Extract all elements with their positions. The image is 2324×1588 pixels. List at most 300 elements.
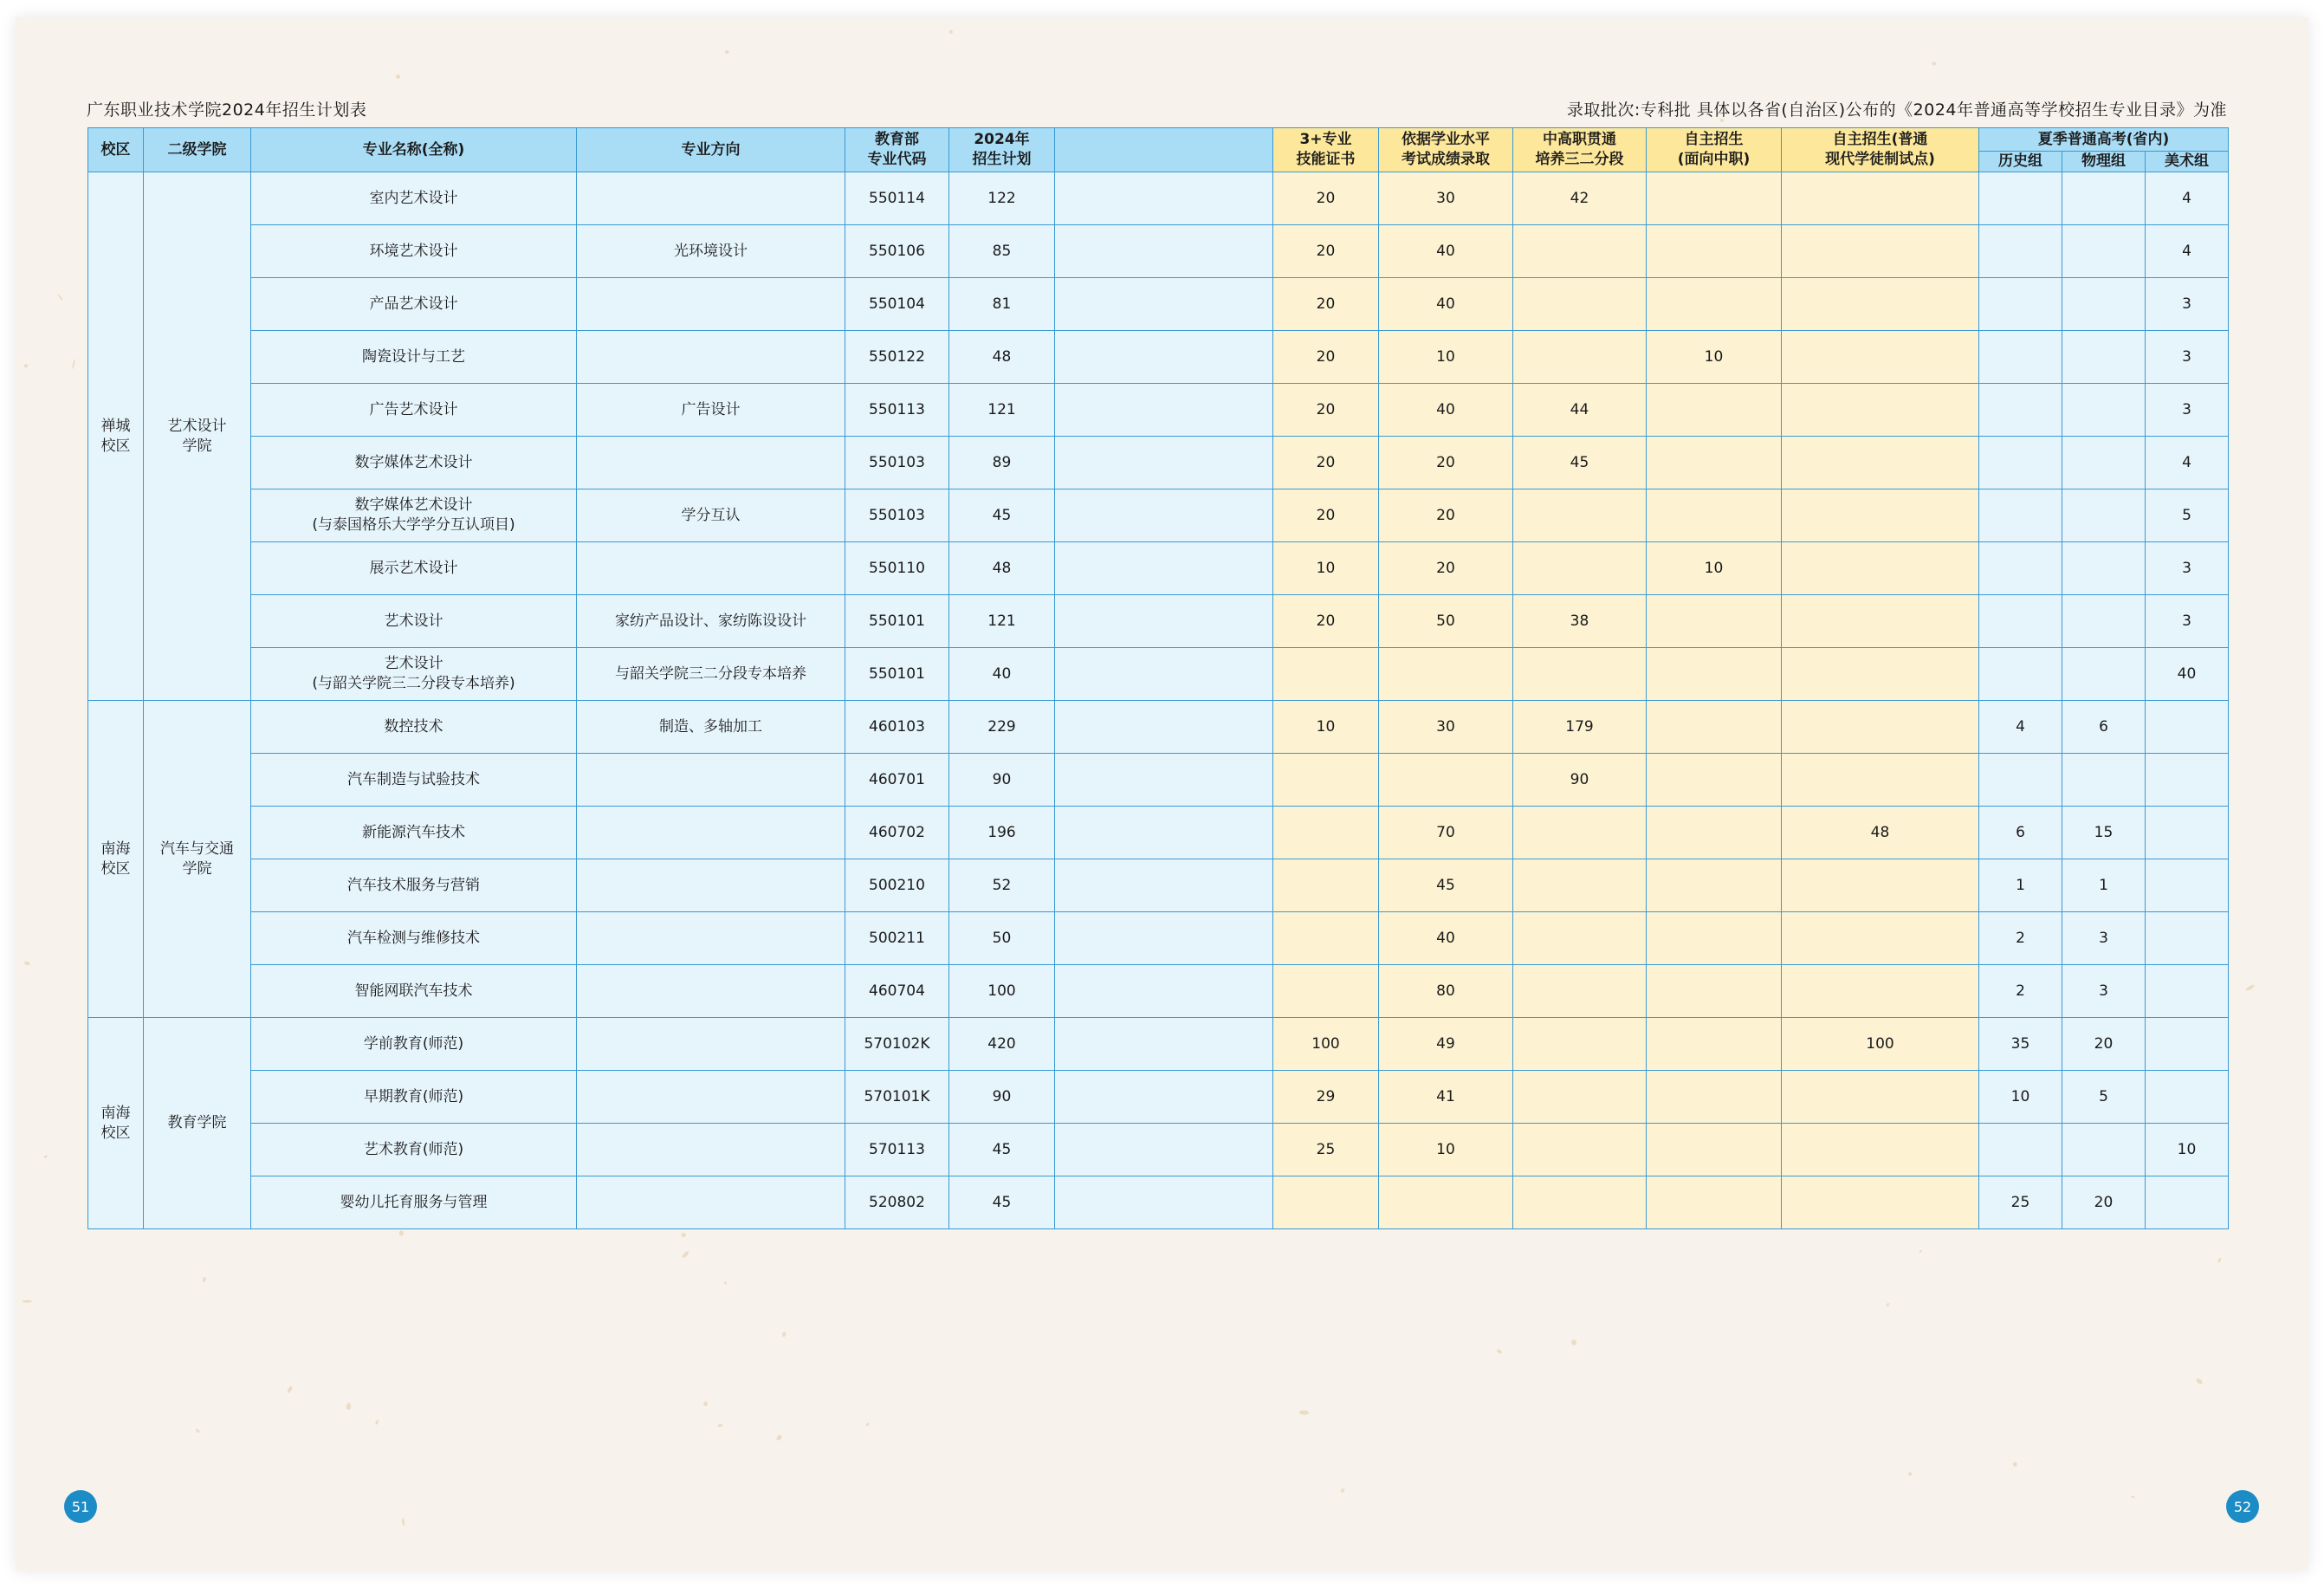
self-secondary-cell — [1647, 912, 1782, 965]
self-secondary-cell — [1647, 172, 1782, 225]
three-two-cell — [1513, 648, 1647, 701]
col-header-self-modern: 自主招生(普通 现代学徒制试点) — [1782, 128, 1979, 172]
table-row — [88, 1124, 2229, 1176]
major-cell: 环境艺术设计 — [251, 225, 577, 278]
three-two-cell — [1513, 225, 1647, 278]
history-cell — [1979, 542, 2062, 595]
three-two-cell — [1513, 542, 1647, 595]
self-modern-cell — [1782, 1071, 1979, 1124]
table-title: 广东职业技术学院2024年招生计划表 — [87, 100, 367, 120]
plan-cell: 85 — [949, 225, 1055, 278]
academic-cell: 20 — [1379, 489, 1513, 542]
major-cell: 室内艺术设计 — [251, 172, 577, 225]
plan-cell: 81 — [949, 278, 1055, 331]
self-secondary-cell — [1647, 859, 1782, 912]
direction-cell — [577, 172, 845, 225]
self-modern-cell — [1782, 384, 1979, 437]
major-cell: 汽车检测与维修技术 — [251, 912, 577, 965]
skill-cert-cell — [1273, 1176, 1379, 1229]
self-secondary-cell — [1647, 437, 1782, 489]
table-row — [88, 384, 2229, 437]
self-modern-cell — [1782, 1124, 1979, 1176]
table-row — [88, 489, 2229, 542]
three-two-cell — [1513, 1176, 1647, 1229]
self-secondary-cell — [1647, 384, 1782, 437]
code-cell: 550101 — [845, 595, 949, 648]
history-cell: 6 — [1979, 807, 2062, 859]
self-modern-cell — [1782, 542, 1979, 595]
self-modern-cell — [1782, 965, 1979, 1018]
self-modern-cell — [1782, 489, 1979, 542]
self-secondary-cell — [1647, 1124, 1782, 1176]
code-cell: 460704 — [845, 965, 949, 1018]
three-two-cell: 42 — [1513, 172, 1647, 225]
academic-cell — [1379, 1176, 1513, 1229]
major-cell: 婴幼儿托育服务与管理 — [251, 1176, 577, 1229]
major-cell: 数控技术 — [251, 701, 577, 754]
skill-cert-cell: 10 — [1273, 701, 1379, 754]
academic-cell: 45 — [1379, 859, 1513, 912]
history-cell — [1979, 278, 2062, 331]
direction-cell — [577, 278, 845, 331]
blank-cell — [1055, 859, 1273, 912]
table-row — [88, 912, 2229, 965]
direction-cell — [577, 1071, 845, 1124]
skill-cert-cell: 20 — [1273, 331, 1379, 384]
history-cell: 1 — [1979, 859, 2062, 912]
skill-cert-cell: 10 — [1273, 542, 1379, 595]
table-row — [88, 278, 2229, 331]
plan-cell: 50 — [949, 912, 1055, 965]
academic-cell: 30 — [1379, 172, 1513, 225]
plan-cell: 89 — [949, 437, 1055, 489]
academic-cell: 41 — [1379, 1071, 1513, 1124]
self-secondary-cell — [1647, 648, 1782, 701]
code-cell: 550113 — [845, 384, 949, 437]
major-cell: 汽车制造与试验技术 — [251, 754, 577, 807]
physics-cell — [2062, 384, 2146, 437]
history-cell — [1979, 489, 2062, 542]
table-row — [88, 225, 2229, 278]
admission-note: 录取批次:专科批 具体以各省(自治区)公布的《2024年普通高等学校招生专业目录》为准 — [1566, 100, 2227, 120]
plan-cell: 48 — [949, 542, 1055, 595]
three-two-cell — [1513, 1071, 1647, 1124]
code-cell: 550110 — [845, 542, 949, 595]
code-cell: 550106 — [845, 225, 949, 278]
art-cell — [2146, 807, 2229, 859]
major-cell: 智能网联汽车技术 — [251, 965, 577, 1018]
skill-cert-cell: 20 — [1273, 384, 1379, 437]
code-cell: 550104 — [845, 278, 949, 331]
physics-cell — [2062, 225, 2146, 278]
code-cell: 460702 — [845, 807, 949, 859]
blank-cell — [1055, 754, 1273, 807]
code-cell: 550122 — [845, 331, 949, 384]
self-secondary-cell — [1647, 754, 1782, 807]
code-cell: 520802 — [845, 1176, 949, 1229]
blank-cell — [1055, 384, 1273, 437]
plan-cell: 100 — [949, 965, 1055, 1018]
direction-cell: 光环境设计 — [577, 225, 845, 278]
direction-cell — [577, 1018, 845, 1071]
direction-cell: 制造、多轴加工 — [577, 701, 845, 754]
table-body — [88, 172, 2229, 1229]
art-cell: 3 — [2146, 595, 2229, 648]
college-cell: 艺术设计 学院 — [144, 172, 251, 701]
academic-cell: 70 — [1379, 807, 1513, 859]
physics-cell: 1 — [2062, 859, 2146, 912]
self-secondary-cell — [1647, 1071, 1782, 1124]
plan-cell: 45 — [949, 1124, 1055, 1176]
three-two-cell — [1513, 807, 1647, 859]
three-two-cell — [1513, 278, 1647, 331]
plan-cell: 229 — [949, 701, 1055, 754]
col-header-history: 历史组 — [1979, 152, 2062, 172]
art-cell: 4 — [2146, 172, 2229, 225]
table-row — [88, 331, 2229, 384]
art-cell — [2146, 965, 2229, 1018]
code-cell: 570101K — [845, 1071, 949, 1124]
table-row — [88, 701, 2229, 754]
self-modern-cell: 100 — [1782, 1018, 1979, 1071]
self-modern-cell — [1782, 331, 1979, 384]
col-header-summer-exam: 夏季普通高考(省内) — [1979, 128, 2229, 152]
page-number-right: 52 — [2226, 1490, 2259, 1523]
col-header-art: 美术组 — [2146, 152, 2229, 172]
art-cell — [2146, 701, 2229, 754]
table-row — [88, 172, 2229, 225]
art-cell — [2146, 1176, 2229, 1229]
blank-cell — [1055, 912, 1273, 965]
three-two-cell — [1513, 331, 1647, 384]
art-cell: 4 — [2146, 225, 2229, 278]
history-cell — [1979, 595, 2062, 648]
table-row — [88, 1018, 2229, 1071]
history-cell — [1979, 754, 2062, 807]
skill-cert-cell: 100 — [1273, 1018, 1379, 1071]
direction-cell — [577, 1124, 845, 1176]
physics-cell — [2062, 331, 2146, 384]
art-cell — [2146, 859, 2229, 912]
art-cell: 40 — [2146, 648, 2229, 701]
code-cell: 570113 — [845, 1124, 949, 1176]
self-modern-cell — [1782, 278, 1979, 331]
self-modern-cell — [1782, 595, 1979, 648]
plan-cell: 52 — [949, 859, 1055, 912]
header-row — [88, 128, 2229, 152]
self-secondary-cell — [1647, 965, 1782, 1018]
self-modern-cell — [1782, 859, 1979, 912]
academic-cell: 40 — [1379, 912, 1513, 965]
plan-cell: 45 — [949, 1176, 1055, 1229]
art-cell: 3 — [2146, 384, 2229, 437]
table-row — [88, 754, 2229, 807]
three-two-cell: 179 — [1513, 701, 1647, 754]
col-header-academic: 依据学业水平 考试成绩录取 — [1379, 128, 1513, 172]
physics-cell — [2062, 754, 2146, 807]
self-modern-cell — [1782, 1176, 1979, 1229]
three-two-cell — [1513, 489, 1647, 542]
self-modern-cell: 48 — [1782, 807, 1979, 859]
academic-cell: 30 — [1379, 701, 1513, 754]
major-cell: 广告艺术设计 — [251, 384, 577, 437]
direction-cell: 学分互认 — [577, 489, 845, 542]
college-cell: 教育学院 — [144, 1018, 251, 1229]
art-cell — [2146, 754, 2229, 807]
art-cell — [2146, 912, 2229, 965]
skill-cert-cell — [1273, 648, 1379, 701]
major-cell: 艺术设计 (与韶关学院三二分段专本培养) — [251, 648, 577, 701]
academic-cell: 80 — [1379, 965, 1513, 1018]
skill-cert-cell — [1273, 754, 1379, 807]
plan-cell: 90 — [949, 754, 1055, 807]
art-cell: 5 — [2146, 489, 2229, 542]
physics-cell: 3 — [2062, 912, 2146, 965]
col-header-major: 专业名称(全称) — [251, 128, 577, 172]
physics-cell — [2062, 1124, 2146, 1176]
page-number-left: 51 — [64, 1490, 97, 1523]
skill-cert-cell: 20 — [1273, 225, 1379, 278]
major-cell: 新能源汽车技术 — [251, 807, 577, 859]
academic-cell: 10 — [1379, 1124, 1513, 1176]
blank-cell — [1055, 648, 1273, 701]
history-cell: 35 — [1979, 1018, 2062, 1071]
code-cell: 500210 — [845, 859, 949, 912]
self-modern-cell — [1782, 225, 1979, 278]
physics-cell — [2062, 648, 2146, 701]
blank-cell — [1055, 807, 1273, 859]
col-header-direction: 专业方向 — [577, 128, 845, 172]
three-two-cell: 38 — [1513, 595, 1647, 648]
history-cell — [1979, 331, 2062, 384]
history-cell — [1979, 1124, 2062, 1176]
direction-cell — [577, 965, 845, 1018]
skill-cert-cell: 20 — [1273, 278, 1379, 331]
direction-cell: 与韶关学院三二分段专本培养 — [577, 648, 845, 701]
blank-cell — [1055, 1124, 1273, 1176]
table-row — [88, 965, 2229, 1018]
college-cell: 汽车与交通 学院 — [144, 701, 251, 1018]
self-secondary-cell — [1647, 701, 1782, 754]
col-header-blank — [1055, 128, 1273, 172]
code-cell: 460701 — [845, 754, 949, 807]
col-header-physics: 物理组 — [2062, 152, 2146, 172]
physics-cell: 5 — [2062, 1071, 2146, 1124]
table-row — [88, 807, 2229, 859]
academic-cell — [1379, 648, 1513, 701]
blank-cell — [1055, 701, 1273, 754]
table-row — [88, 595, 2229, 648]
enrollment-plan-table — [87, 127, 2229, 1229]
direction-cell: 家纺产品设计、家纺陈设设计 — [577, 595, 845, 648]
history-cell — [1979, 384, 2062, 437]
self-modern-cell — [1782, 437, 1979, 489]
history-cell: 2 — [1979, 912, 2062, 965]
table-row — [88, 648, 2229, 701]
self-secondary-cell: 10 — [1647, 542, 1782, 595]
direction-cell — [577, 542, 845, 595]
table-row — [88, 437, 2229, 489]
three-two-cell — [1513, 1018, 1647, 1071]
col-header-skill-cert: 3+专业 技能证书 — [1273, 128, 1379, 172]
three-two-cell: 45 — [1513, 437, 1647, 489]
academic-cell: 50 — [1379, 595, 1513, 648]
three-two-cell — [1513, 965, 1647, 1018]
blank-cell — [1055, 1018, 1273, 1071]
skill-cert-cell: 20 — [1273, 437, 1379, 489]
self-secondary-cell — [1647, 225, 1782, 278]
physics-cell — [2062, 172, 2146, 225]
three-two-cell: 44 — [1513, 384, 1647, 437]
campus-cell: 南海 校区 — [88, 701, 144, 1018]
blank-cell — [1055, 595, 1273, 648]
blank-cell — [1055, 1071, 1273, 1124]
academic-cell: 40 — [1379, 384, 1513, 437]
blank-cell — [1055, 172, 1273, 225]
history-cell: 10 — [1979, 1071, 2062, 1124]
self-modern-cell — [1782, 754, 1979, 807]
physics-cell: 20 — [2062, 1176, 2146, 1229]
skill-cert-cell: 20 — [1273, 489, 1379, 542]
art-cell — [2146, 1071, 2229, 1124]
major-cell: 早期教育(师范) — [251, 1071, 577, 1124]
skill-cert-cell: 25 — [1273, 1124, 1379, 1176]
skill-cert-cell — [1273, 965, 1379, 1018]
code-cell: 500211 — [845, 912, 949, 965]
art-cell: 3 — [2146, 542, 2229, 595]
major-cell: 产品艺术设计 — [251, 278, 577, 331]
academic-cell: 20 — [1379, 437, 1513, 489]
physics-cell — [2062, 278, 2146, 331]
plan-cell: 45 — [949, 489, 1055, 542]
skill-cert-cell — [1273, 807, 1379, 859]
plan-cell: 90 — [949, 1071, 1055, 1124]
plan-cell: 121 — [949, 595, 1055, 648]
code-cell: 550103 — [845, 489, 949, 542]
col-header-self-secondary: 自主招生 (面向中职) — [1647, 128, 1782, 172]
history-cell: 2 — [1979, 965, 2062, 1018]
col-header-college: 二级学院 — [144, 128, 251, 172]
table-row — [88, 859, 2229, 912]
plan-cell: 420 — [949, 1018, 1055, 1071]
code-cell: 570102K — [845, 1018, 949, 1071]
plan-cell: 122 — [949, 172, 1055, 225]
direction-cell — [577, 331, 845, 384]
self-secondary-cell — [1647, 807, 1782, 859]
three-two-cell — [1513, 1124, 1647, 1176]
physics-cell: 6 — [2062, 701, 2146, 754]
direction-cell — [577, 807, 845, 859]
blank-cell — [1055, 1176, 1273, 1229]
code-cell: 550114 — [845, 172, 949, 225]
skill-cert-cell: 20 — [1273, 595, 1379, 648]
major-cell: 艺术教育(师范) — [251, 1124, 577, 1176]
table-row — [88, 1071, 2229, 1124]
major-cell: 学前教育(师范) — [251, 1018, 577, 1071]
academic-cell: 10 — [1379, 331, 1513, 384]
skill-cert-cell: 29 — [1273, 1071, 1379, 1124]
skill-cert-cell — [1273, 859, 1379, 912]
major-cell: 陶瓷设计与工艺 — [251, 331, 577, 384]
plan-cell: 40 — [949, 648, 1055, 701]
self-modern-cell — [1782, 912, 1979, 965]
art-cell: 3 — [2146, 278, 2229, 331]
plan-cell: 48 — [949, 331, 1055, 384]
physics-cell — [2062, 437, 2146, 489]
physics-cell — [2062, 595, 2146, 648]
academic-cell: 20 — [1379, 542, 1513, 595]
direction-cell: 广告设计 — [577, 384, 845, 437]
history-cell: 25 — [1979, 1176, 2062, 1229]
self-modern-cell — [1782, 701, 1979, 754]
academic-cell: 49 — [1379, 1018, 1513, 1071]
col-header-campus: 校区 — [88, 128, 144, 172]
blank-cell — [1055, 331, 1273, 384]
blank-cell — [1055, 225, 1273, 278]
campus-cell: 南海 校区 — [88, 1018, 144, 1229]
major-cell: 汽车技术服务与营销 — [251, 859, 577, 912]
blank-cell — [1055, 489, 1273, 542]
three-two-cell — [1513, 912, 1647, 965]
self-secondary-cell — [1647, 489, 1782, 542]
three-two-cell: 90 — [1513, 754, 1647, 807]
col-header-three-two: 中高职贯通 培养三二分段 — [1513, 128, 1647, 172]
self-modern-cell — [1782, 172, 1979, 225]
table-row — [88, 542, 2229, 595]
physics-cell — [2062, 489, 2146, 542]
direction-cell — [577, 754, 845, 807]
campus-cell: 禅城 校区 — [88, 172, 144, 701]
history-cell — [1979, 437, 2062, 489]
code-cell: 550101 — [845, 648, 949, 701]
blank-cell — [1055, 437, 1273, 489]
major-cell: 数字媒体艺术设计 — [251, 437, 577, 489]
history-cell — [1979, 225, 2062, 278]
plan-cell: 121 — [949, 384, 1055, 437]
blank-cell — [1055, 278, 1273, 331]
code-cell: 460103 — [845, 701, 949, 754]
art-cell: 3 — [2146, 331, 2229, 384]
art-cell: 10 — [2146, 1124, 2229, 1176]
self-modern-cell — [1782, 648, 1979, 701]
history-cell — [1979, 172, 2062, 225]
academic-cell — [1379, 754, 1513, 807]
academic-cell: 40 — [1379, 225, 1513, 278]
art-cell: 4 — [2146, 437, 2229, 489]
physics-cell: 20 — [2062, 1018, 2146, 1071]
skill-cert-cell: 20 — [1273, 172, 1379, 225]
art-cell — [2146, 1018, 2229, 1071]
direction-cell — [577, 859, 845, 912]
major-cell: 艺术设计 — [251, 595, 577, 648]
blank-cell — [1055, 965, 1273, 1018]
major-cell: 展示艺术设计 — [251, 542, 577, 595]
academic-cell: 40 — [1379, 278, 1513, 331]
direction-cell — [577, 912, 845, 965]
physics-cell — [2062, 542, 2146, 595]
physics-cell: 15 — [2062, 807, 2146, 859]
skill-cert-cell — [1273, 912, 1379, 965]
self-secondary-cell — [1647, 278, 1782, 331]
direction-cell — [577, 437, 845, 489]
col-header-code: 教育部 专业代码 — [845, 128, 949, 172]
blank-cell — [1055, 542, 1273, 595]
self-secondary-cell — [1647, 1018, 1782, 1071]
major-cell: 数字媒体艺术设计 (与泰国格乐大学学分互认项目) — [251, 489, 577, 542]
self-secondary-cell — [1647, 1176, 1782, 1229]
history-cell: 4 — [1979, 701, 2062, 754]
plan-cell: 196 — [949, 807, 1055, 859]
